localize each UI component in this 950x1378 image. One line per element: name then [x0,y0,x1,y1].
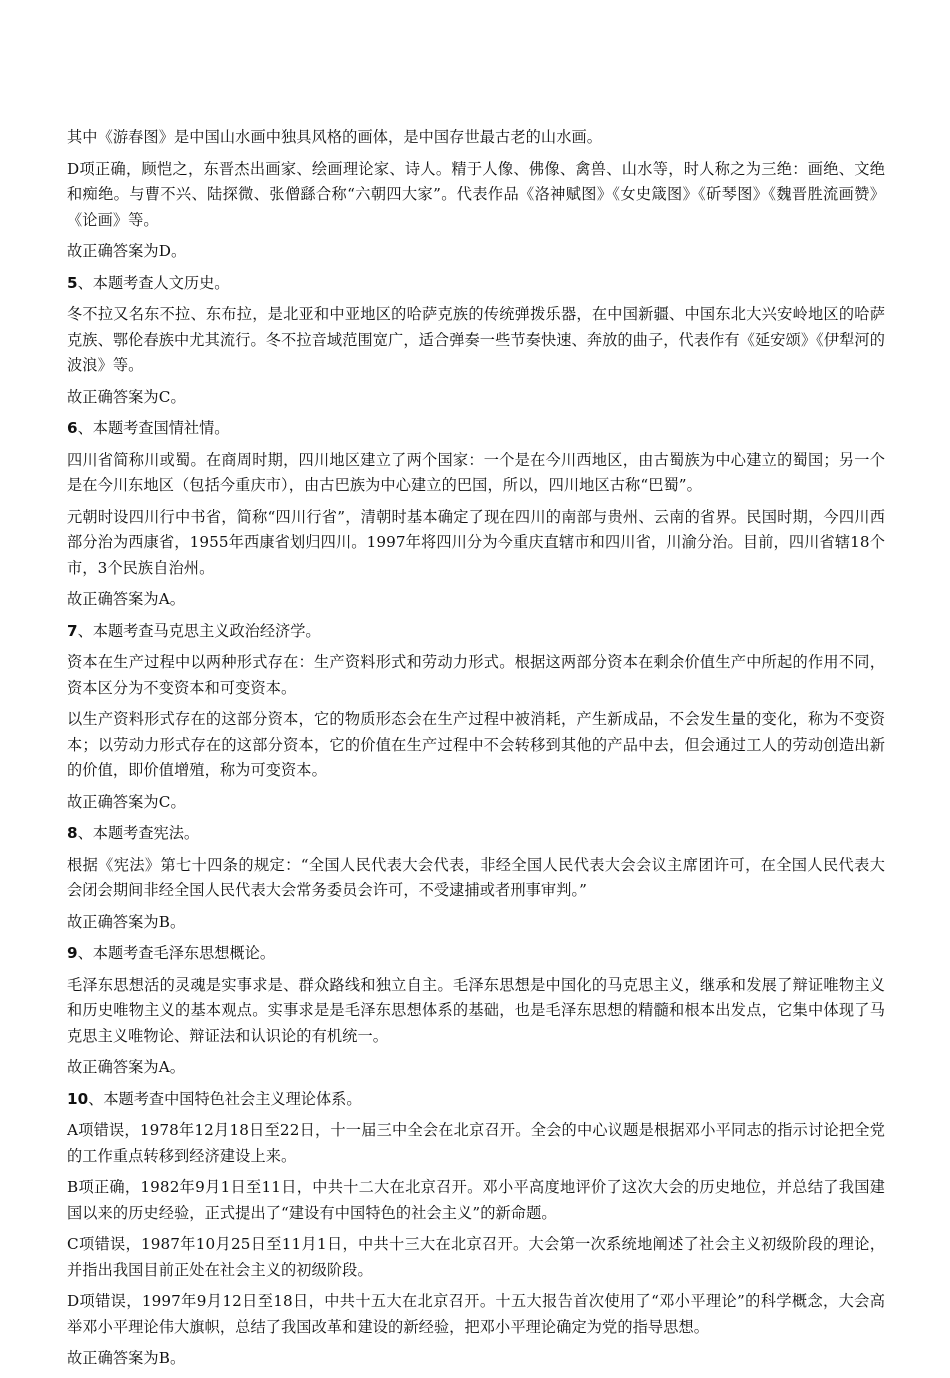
question-heading [67,271,885,297]
answer-line: 故正确答案为A。 [67,590,186,608]
paragraph: 资本在生产过程中以两种形式存在：生产资料形式和劳动力形式。根据这两部分资本在剩余价值生产中所起的作用不同，资本区分为不变资本和可变资本。 [67,653,885,697]
question-heading [67,619,885,645]
paragraph: C项错误，1987年10月25日至11月1日，中共十三大在北京召开。大会第一次系统地阐述了社会主义初级阶段的理论，并指出我国目前正处在社会主义的初级阶段。 [67,1235,885,1279]
question-heading-text: 、本题考查中国特色社会主义理论体系。 [88,1089,362,1108]
question-heading [67,1087,885,1113]
document-page [67,125,885,1378]
paragraph: A项错误，1978年12月18日至22日，十一届三中全会在北京召开。全会的中心议题是根据邓小平同志的指示讨论把全党的工作重点转移到经济建设上来。 [67,1121,885,1165]
answer-line: 故正确答案为B。 [67,912,186,931]
question-heading-text: 、本题考查毛泽东思想概论。 [77,944,276,962]
question-heading-text: 、本题考查马克思主义政治经济学。 [77,621,321,640]
question-heading-text: 、本题考查国情社情。 [77,419,230,437]
question-number: 6 [67,419,78,437]
answer-line: 故正确答案为B。 [67,1349,186,1367]
answer-line: 故正确答案为D。 [67,242,187,260]
question-number: 9 [67,944,78,962]
paragraph: B项正确，1982年9月1日至11日，中共十二大在北京召开。邓小平高度地评价了这次大会的历史地位，并总结了我国建国以来的历史经验，正式提出了“建设有中国特色的社会主义”的新命题。 [67,1178,885,1222]
question-heading [67,821,885,847]
paragraph: 四川省简称川或蜀。在商周时期，四川地区建立了两个国家：一个是在今川西地区，由古蜀族为中心建立的蜀国；另一个是在今川东地区（包括今重庆市），由古巴族为中心建立的巴国，所以，四川地区古称“巴蜀”。 [67,450,885,494]
answer-line: 故正确答案为C。 [67,792,186,811]
question-number: 7 [67,621,78,640]
answer-line: 故正确答案为A。 [67,1058,186,1076]
answer-line: 故正确答案为C。 [67,387,186,406]
question-heading [67,941,885,967]
paragraph: 以生产资料形式存在的这部分资本，它的物质形态会在生产过程中被消耗，产生新成品，不会发生量的变化，称为不变资本；以劳动力形式存在的这部分资本，它的价值在生产过程中不会转移到其他的产品中去，但会通过工人的劳动创造出新的价值，即价值增殖，称为可变资本。 [67,710,885,779]
question-heading [67,416,885,442]
question-number: 10 [67,1089,89,1108]
question-number: 5 [67,273,78,292]
paragraph: 毛泽东思想活的灵魂是实事求是、群众路线和独立自主。毛泽东思想是中国化的马克思主义，继承和发展了辩证唯物主义和历史唯物主义的基本观点。实事求是是毛泽东思想体系的基础，也是毛泽东思想的精髓和根本出发点，它集中体现了马克思主义唯物论、辩证法和认识论的有机统一。 [67,975,885,1045]
paragraph: 其中《游春图》是中国山水画中独具风格的画体，是中国存世最古老的山水画。 [67,128,603,146]
paragraph: 根据《宪法》第七十四条的规定：“全国人民代表大会代表，非经全国人民代表大会会议主席团许可，在全国人民代表大会闭会期间非经全国人民代表大会常务委员会许可，不受逮捕或者刑事审判。” [67,855,885,899]
question-heading-text: 、本题考查人文历史。 [77,273,230,292]
paragraph: D项正确，顾恺之，东晋杰出画家、绘画理论家、诗人。精于人像、佛像、禽兽、山水等，时人称之为三绝：画绝、文绝和痴绝。与曹不兴、陆探微、张僧繇合称“六朝四大家”。代表作品《洛神赋图》《女史箴图》《斫琴图》《魏晋胜流画赞》《论画》等。 [67,159,885,229]
paragraph: 冬不拉又名东不拉、东布拉，是北亚和中亚地区的哈萨克族的传统弹拨乐器，在中国新疆、中国东北大兴安岭地区的哈萨克族、鄂伦春族中尤其流行。冬不拉音域范围宽广，适合弹奏一些节奏快速、奔放的曲子，代表作有《延安颂》《伊犁河的波浪》等。 [67,305,885,374]
paragraph: 元朝时设四川行中书省，简称“四川行省”，清朝时基本确定了现在四川的南部与贵州、云南的省界。民国时期，今四川西部分治为西康省，1955年西康省划归四川。1997年将四川分为今重庆直辖市和四川省，川渝分治。目前，四川省辖18个市，3个民族自治州。 [67,507,885,577]
question-heading-text: 、本题考查宪法。 [77,824,200,842]
question-number: 8 [67,824,78,842]
paragraph: D项错误，1997年9月12日至18日，中共十五大在北京召开。十五大报告首次使用了“邓小平理论”的科学概念，大会高举邓小平理论伟大旗帜，总结了我国改革和建设的新经验，把邓小平理论确定为党的指导思想。 [67,1292,885,1336]
